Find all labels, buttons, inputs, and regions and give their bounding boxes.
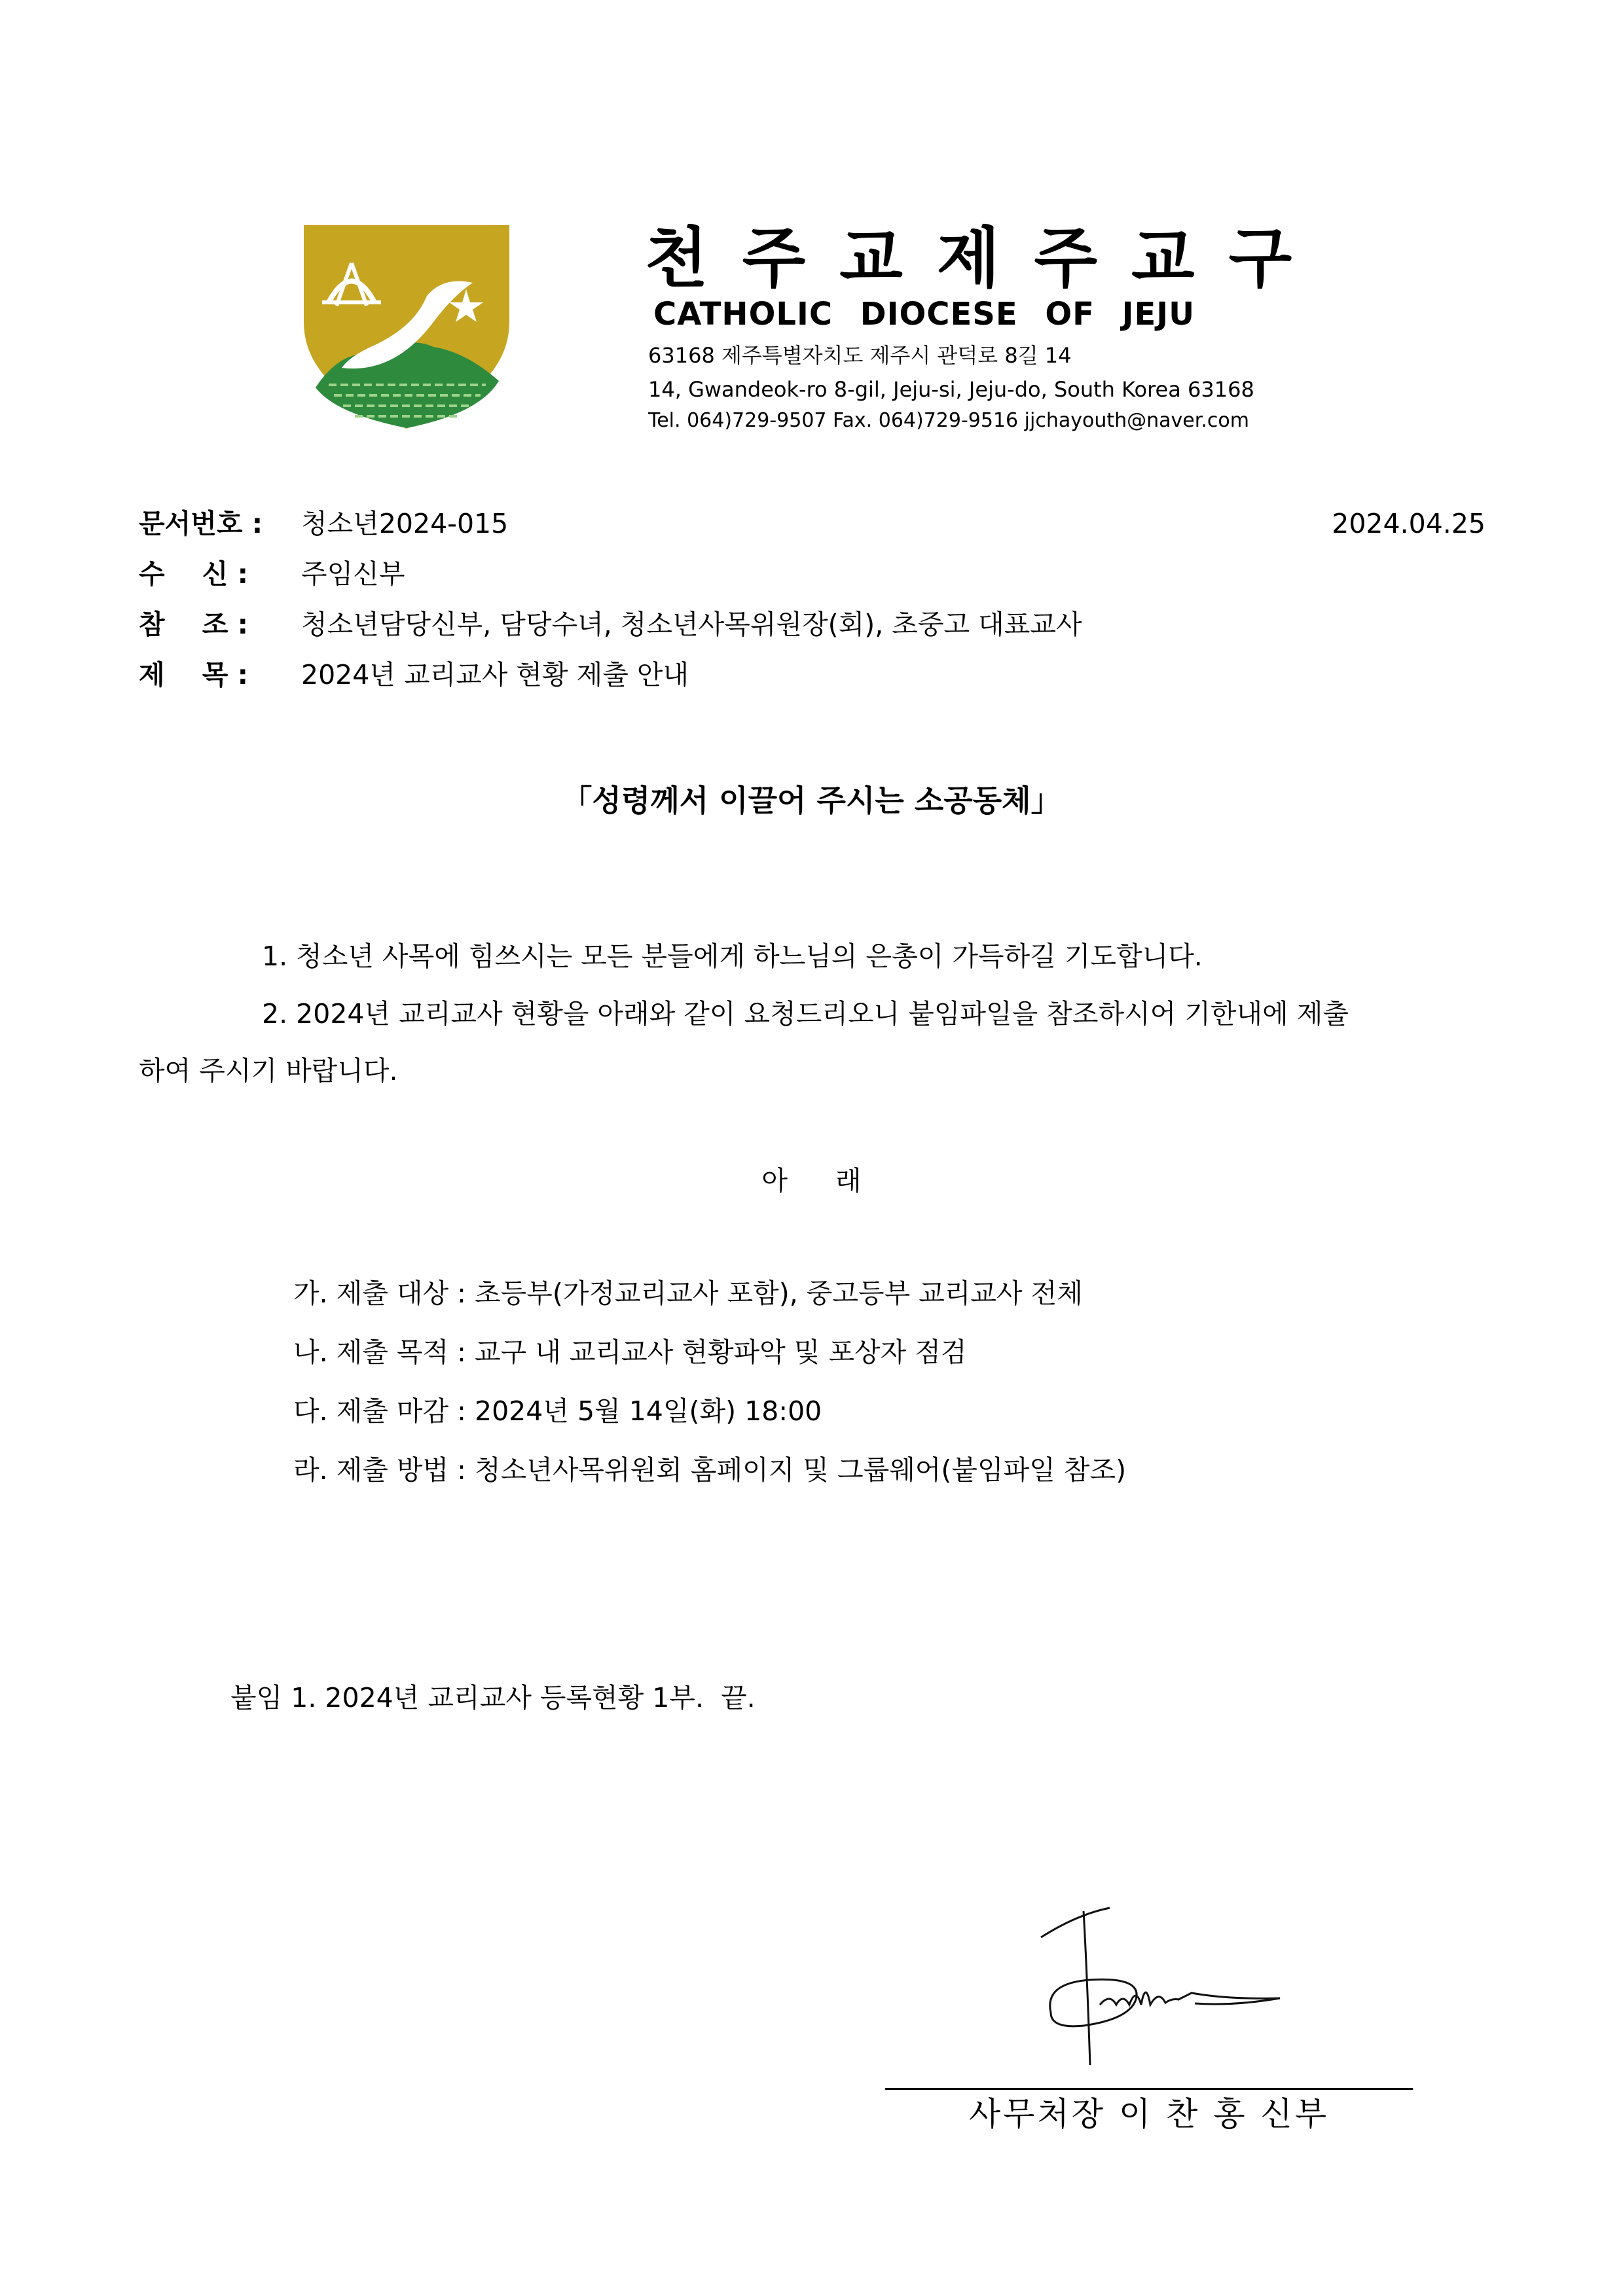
reference-row [139,609,1082,640]
subject-value: 2024년 교리교사 현황 제출 안내 [301,659,689,691]
notice-item: 가. 제출 대상 : 초등부(가정교리교사 포함), 중고등부 교리교사 전체 [293,1278,1083,1309]
slogan: 「성령께서 이끌어 주시는 소공동체」 [562,783,1061,818]
recipient-row [139,558,405,590]
address-korean: 63168 제주특별자치도 제주시 관덕로 8길 14 [648,343,1072,368]
document-date: 2024.04.25 [1332,508,1486,539]
notice-item: 나. 제출 목적 : 교구 내 교리교사 현황파악 및 포상자 점검 [293,1336,967,1368]
body-paragraph-2-continued: 하여 주시기 바랍니다. [139,1055,398,1086]
notice-item: 라. 제출 방법 : 청소년사목위원회 홈페이지 및 그룹웨어(붙임파일 참조) [293,1454,1127,1486]
diocese-crest-logo [302,224,511,430]
handwritten-signature [1038,1901,1293,2072]
subject-row [139,659,689,691]
recipient-label: 수 신 : [139,558,248,590]
body-paragraph-1: 1. 청소년 사목에 힘쓰시는 모든 분들에게 하느님의 은총이 가득하길 기도합니다. [262,941,1203,972]
reference-value: 청소년담당신부, 담당수녀, 청소년사목위원장(회), 초중고 대표교사 [301,609,1082,640]
subject-label: 제 목 : [139,659,248,691]
org-name-korean: 천주교제주교구 [645,220,1326,296]
body-paragraph-2: 2. 2024년 교리교사 현황을 아래와 같이 요청드리오니 붙임파일을 참조하시어 기한내에 제출 [262,998,1349,1030]
signature-line [885,2088,1413,2090]
org-name-english: CATHOLIC DIOCESE OF JEJU [653,296,1195,332]
reference-label: 참 조 : [139,609,248,640]
contact-info: Tel. 064)729-9507 Fax. 064)729-9516 jjchayouth@naver.com [648,409,1249,432]
signer-name: 사무처장 이 찬 홍 신부 [968,2095,1330,2133]
recipient-value: 주임신부 [301,558,405,590]
doc-number-value: 청소년2024-015 [301,508,509,539]
doc-number-row [139,508,508,539]
doc-number-label: 문서번호 : [139,508,263,539]
attachment-note: 붙임 1. 2024년 교리교사 등록현황 1부. 끝. [230,1682,756,1713]
notice-heading: 아 래 [761,1165,881,1196]
notice-item: 다. 제출 마감 : 2024년 5월 14일(화) 18:00 [293,1395,822,1427]
address-english: 14, Gwandeok-ro 8-gil, Jeju-si, Jeju-do, South Korea 63168 [648,377,1254,402]
